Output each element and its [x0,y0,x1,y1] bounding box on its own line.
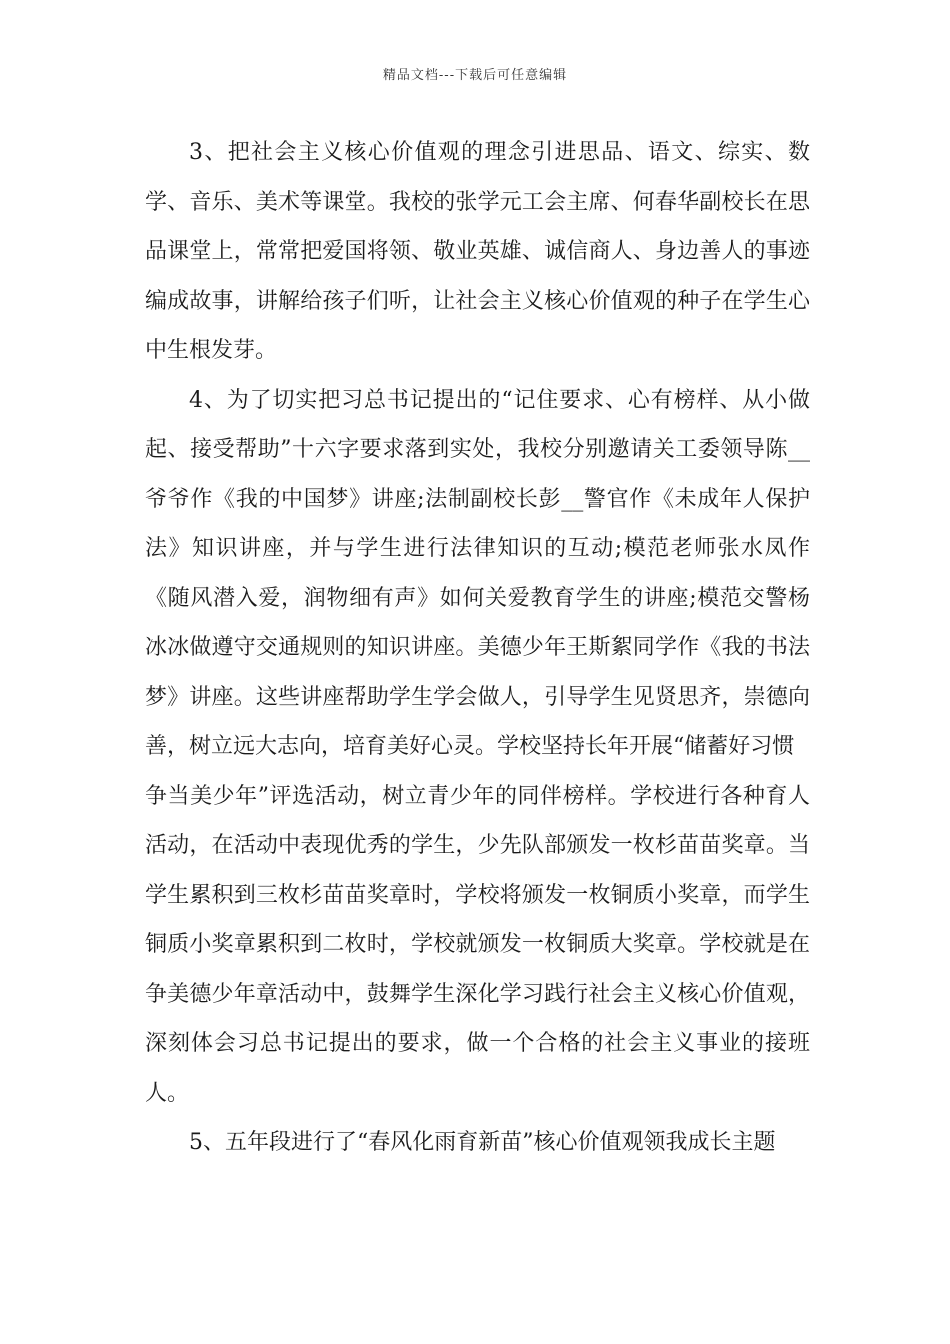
page-header: 精品文档---下载后可任意编辑 [382,68,568,83]
document-body [145,128,810,1168]
paragraph-5: 5、五年段进行了“春风化雨育新苗”核心价值观领我成长主题 [189,1130,776,1155]
paragraph-4-continued: 争当美少年”评选活动，树立青少年的同伴榜样。学校进行各种育人活动，在活动中表现优秀的学生，少先队部颁发一枚杉苗苗奖章。当学生累积到三枚杉苗苗奖章时，学校将颁发一枚铜质小奖章，而学生铜质小奖章累积到二枚时，学校就颁发一枚铜质大奖章。学校就是在争美德少年章活动中，鼓舞学生深化学习践行社会主义核心价值观，深刻体会习总书记提出的要求，做一个合格的社会主义事业的接班人。 [145,783,810,1106]
paragraph-3: 3、把社会主义核心价值观的理念引进思品、语文、综实、数学、音乐、美术等课堂。我校的张学元工会主席、何春华副校长在思品课堂上，常常把爱国将领、敬业英雄、诚信商人、身边善人的事迹编成故事，讲解给孩子们听，让社会主义核心价值观的种子在学生心中生根发芽。 [145,140,810,363]
paragraph-4: 4、为了切实把习总书记提出的“记住要求、心有榜样、从小做起、接受帮助”十六字要求落到实处，我校分别邀请关工委领导陈__爷爷作《我的中国梦》讲座;法制副校长彭__警官作《未成年人保护法》知识讲座，并与学生进行法律知识的互动;模范老师张水凤作《随风潜入爱，润物细有声》如何关爱教育学生的讲座;模范交警杨冰冰做遵守交通规则的知识讲座。美德少年王斯絮同学作《我的书法梦》讲座。这些讲座帮助学生学会做人，引导学生见贤思齐，崇德向善，树立远大志向，培育美好心灵。学校坚持长年开展“储蓄好习惯 [145,387,810,759]
